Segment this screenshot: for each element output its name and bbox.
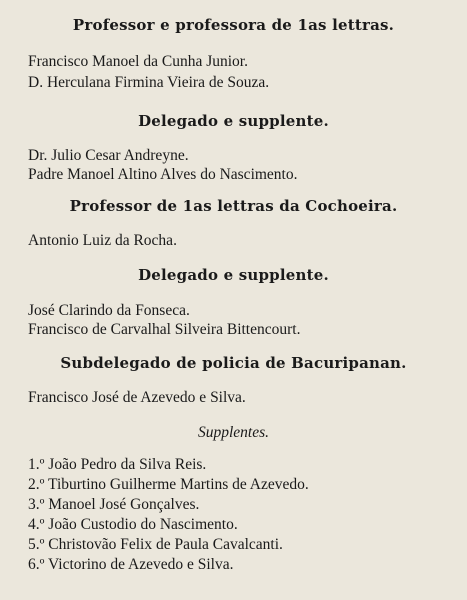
name-line: Dr. Julio Cesar Andreyne.: [28, 147, 189, 164]
name-line: José Clarindo da Fonseca.: [28, 302, 190, 319]
section-heading: Professor de 1as lettras da Cochoeira.: [69, 197, 398, 215]
supplente-line: 5.º Christovão Felix de Paula Cavalcanti.: [28, 536, 283, 553]
section-heading: Delegado e supplente.: [138, 112, 329, 130]
name-line: Antonio Luiz da Rocha.: [28, 232, 177, 249]
supplentes-title: Supplentes.: [197, 424, 270, 441]
supplente-line: 6.º Victorino de Azevedo e Silva.: [28, 556, 234, 573]
supplente-line: 3.º Manoel José Gonçalves.: [28, 496, 200, 513]
supplente-line: 2.º Tiburtino Guilherme Martins de Azevedo.: [28, 476, 309, 493]
section-heading: Professor e professora de 1as lettras.: [72, 16, 395, 34]
section-heading: Subdelegado de policia de Bacuripanan.: [60, 354, 407, 372]
name-line: D. Herculana Firmina Vieira de Souza.: [28, 74, 270, 91]
name-line: Padre Manoel Altino Alves do Nascimento.: [28, 166, 298, 183]
section-heading: Delegado e supplente.: [138, 266, 329, 284]
name-line: Francisco José de Azevedo e Silva.: [28, 389, 246, 406]
name-line: Francisco Manoel da Cunha Junior.: [28, 53, 248, 70]
supplente-line: 4.º João Custodio do Nascimento.: [28, 516, 238, 533]
supplente-line: 1.º João Pedro da Silva Reis.: [28, 456, 207, 473]
name-line: Francisco de Carvalhal Silveira Bittencourt.: [28, 321, 301, 338]
